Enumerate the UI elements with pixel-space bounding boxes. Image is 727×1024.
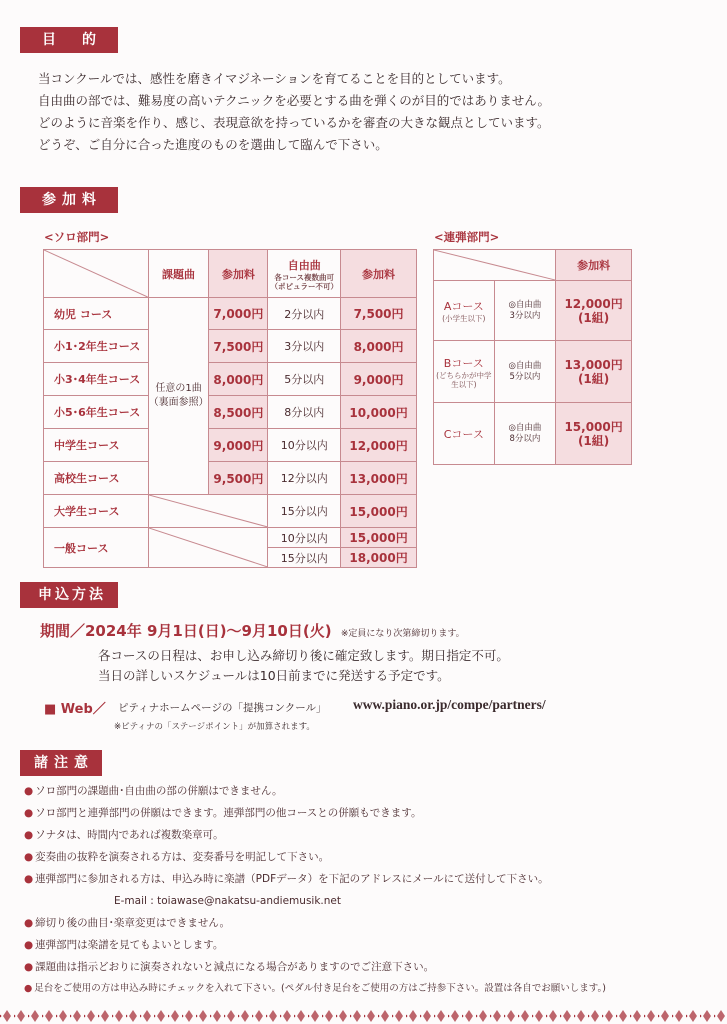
duet-fee: 15,000円	[564, 419, 623, 434]
section-header-notes: 諸注意	[20, 750, 102, 776]
fee2-cell: 9,000円	[341, 363, 417, 396]
fee1-cell: 9,500円	[209, 462, 268, 495]
period-note: ※定員になり次第締切ります。	[340, 629, 465, 639]
duet-label: <連弾部門>	[434, 230, 500, 244]
duet-time: 5分以内	[509, 371, 541, 382]
header-fee2: 参加料	[341, 250, 417, 298]
note-text: 足台をご使用の方は申込み時にチェックを入れて下さい。(ペダル付き足台をご使用の方はご持参下さい。設置は各自でお願いします。)	[34, 983, 606, 994]
purpose-line: どうぞ、ご自分に合った進度のものを選曲して臨んで下さい。	[38, 137, 388, 152]
note-item: ● 足台をご使用の方は申込み時にチェックを入れて下さい。(ペダル付き足台をご使用の方はご持参下さい。設置は各自でお願いします。)	[24, 983, 606, 994]
time-cell: 10分以内	[268, 528, 341, 548]
apply-period	[40, 620, 465, 641]
note-item: ● ソロ部門と連弾部門の併願はできます。連弾部門の他コースとの併願もできます。	[24, 807, 422, 819]
duet-fee-cell	[556, 281, 632, 341]
duet-music-cell	[494, 403, 556, 465]
section-header-apply: 申込方法	[20, 582, 118, 608]
fee2-cell: 12,000円	[341, 429, 417, 462]
web-url-link[interactable]: www.piano.or.jp/compe/partners/	[353, 697, 546, 712]
fee1-cell: 8,500円	[209, 396, 268, 429]
time-cell: 2分以内	[268, 298, 341, 330]
time-cell: 15分以内	[268, 495, 341, 528]
solo-fee-table	[43, 249, 417, 568]
duet-unit: (1組)	[577, 433, 610, 448]
course-cell: 小3･4年生コース	[44, 363, 149, 396]
duet-fee-cell	[556, 403, 632, 465]
na-cell	[148, 495, 268, 528]
note-item: ● 連弾部門は楽譜を見てもよいとします。	[24, 939, 224, 951]
note-item: ● ソロ部門の課題曲･自由曲の部の併願はできません。	[24, 785, 283, 797]
fee2-cell: 7,500円	[341, 298, 417, 330]
duet-time: 3分以内	[509, 310, 541, 321]
fee2-cell: 10,000円	[341, 396, 417, 429]
duet-unit: (1組)	[577, 310, 610, 325]
email-address: E-mail : toiawase@nakatsu-andiemusik.net	[114, 895, 341, 907]
duet-fee: 12,000円	[564, 296, 623, 311]
purpose-line: 自由曲の部では、難易度の高いテクニックを必要とする曲を弾くのが目的ではありません。	[38, 93, 551, 108]
purpose-text	[38, 68, 550, 156]
table-corner	[44, 250, 149, 298]
na-cell	[148, 528, 268, 568]
note-text: ソロ部門と連弾部門の併願はできます。連弾部門の他コースとの併願もできます。	[35, 807, 422, 819]
web-note: ※ピティナの「ステージポイント」が加算されます。	[114, 722, 315, 732]
course-cell: 中学生コース	[44, 429, 149, 462]
note-item: ● 課題曲は指示どおりに演奏されないと減点になる場合がありますのでご注意下さい。	[24, 961, 435, 973]
time-cell: 8分以内	[268, 396, 341, 429]
solo-label: <ソロ部門>	[44, 230, 110, 244]
notes-list	[24, 780, 606, 1000]
fee1-cell: 8,000円	[209, 363, 268, 396]
apply-line2: 各コースの日程は、お申し込み締切り後に確定致します。期日指定不可。	[98, 648, 509, 663]
duet-music: ◎自由曲	[508, 422, 542, 433]
header-assigned: 課題曲	[148, 250, 209, 298]
note-text: 締切り後の曲目･楽章変更はできません。	[35, 917, 231, 929]
duet-music: ◎自由曲	[508, 360, 542, 371]
course-cell: 大学生コース	[44, 495, 149, 528]
note-item: ● ソナタは、時間内であれば複数楽章可。	[24, 829, 224, 841]
section-header-fee: 参加料	[20, 187, 118, 213]
duet-course-cell	[434, 281, 495, 341]
time-cell: 12分以内	[268, 462, 341, 495]
course-cell: 小1･2年生コース	[44, 330, 149, 363]
duet-course: Cコース	[443, 427, 484, 441]
time-cell: 15分以内	[268, 548, 341, 568]
course-cell: 小5･6年生コース	[44, 396, 149, 429]
header-fee: 参加料	[556, 250, 632, 281]
purpose-line: 当コンクールでは、感性を磨きイマジネーションを育てることを目的としています。	[38, 71, 511, 86]
note-text: ソナタは、時間内であれば複数楽章可。	[35, 829, 224, 841]
duet-music-cell	[494, 341, 556, 403]
fee1-cell: 7,500円	[209, 330, 268, 363]
apply-line3: 当日の詳しいスケジュールは10日前までに発送する予定です。	[98, 668, 450, 683]
course-cell: 高校生コース	[44, 462, 149, 495]
time-cell: 10分以内	[268, 429, 341, 462]
section-header-purpose: 目 的	[20, 27, 118, 53]
duet-course-cell	[434, 403, 495, 465]
course-cell: 一般コース	[44, 528, 149, 568]
note-item: ● 変奏曲の抜粋を演奏される方は、変奏番号を明記して下さい。	[24, 851, 330, 863]
header-free-label: 自由曲	[287, 258, 321, 272]
duet-time: 8分以内	[509, 433, 541, 444]
duet-music-cell	[494, 281, 556, 341]
fee2-cell: 18,000円	[341, 548, 417, 568]
fee2-cell: 15,000円	[341, 528, 417, 548]
duet-course: Bコース	[443, 356, 484, 370]
fee2-cell: 13,000円	[341, 462, 417, 495]
duet-fee: 13,000円	[564, 357, 623, 372]
course-cell: 幼児 コース	[44, 298, 149, 330]
decorative-border	[0, 1008, 727, 1024]
note-text: 連弾部門に参加される方は、申込み時に楽譜（PDFデータ）を下記のアドレスにメールにて送付して下さい。	[35, 873, 549, 885]
fee1-cell: 9,000円	[209, 429, 268, 462]
duet-unit: (1組)	[577, 371, 610, 386]
note-text: ソロ部門の課題曲･自由曲の部の併願はできません。	[35, 785, 283, 797]
time-cell: 5分以内	[268, 363, 341, 396]
duet-fee-table	[433, 249, 632, 465]
header-free-note: 各コース複数曲可（ポピュラー不可）	[270, 272, 338, 291]
fee1-cell: 7,000円	[209, 298, 268, 330]
period-label: 期間／2024年 9月1日(日)～9月10日(火)	[40, 622, 332, 640]
duet-course: Aコース	[443, 300, 484, 313]
header-fee1: 参加料	[209, 250, 268, 298]
note-item: ● 締切り後の曲目･楽章変更はできません。	[24, 917, 231, 929]
fee2-cell: 8,000円	[341, 330, 417, 363]
table-corner	[434, 250, 556, 281]
web-text: ピティナホームページの「提携コンクール」	[118, 702, 327, 714]
note-text: 課題曲は指示どおりに演奏されないと減点になる場合がありますのでご注意下さい。	[35, 961, 435, 973]
fee2-cell: 15,000円	[341, 495, 417, 528]
note-item: ● 連弾部門に参加される方は、申込み時に楽譜（PDFデータ）を下記のアドレスにメールにて送付して下さい。	[24, 873, 549, 885]
assigned-note: 任意の1曲（裏面参照）	[148, 298, 209, 495]
purpose-line: どのように音楽を作り、感じ、表現意欲を持っているかを審査の大きな観点としています。	[38, 115, 550, 130]
duet-music: ◎自由曲	[508, 299, 542, 310]
note-text: 連弾部門は楽譜を見てもよいとします。	[35, 939, 224, 951]
duet-fee-cell	[556, 341, 632, 403]
duet-course-cell	[434, 341, 495, 403]
web-label: ■ Web／	[44, 702, 106, 717]
duet-course-sub: (小学生以下)	[442, 314, 486, 323]
time-cell: 3分以内	[268, 330, 341, 363]
note-text: 変奏曲の抜粋を演奏される方は、変奏番号を明記して下さい。	[35, 851, 330, 863]
duet-course-sub: (どちらかが中学生以下)	[436, 370, 492, 389]
header-free	[268, 250, 341, 298]
